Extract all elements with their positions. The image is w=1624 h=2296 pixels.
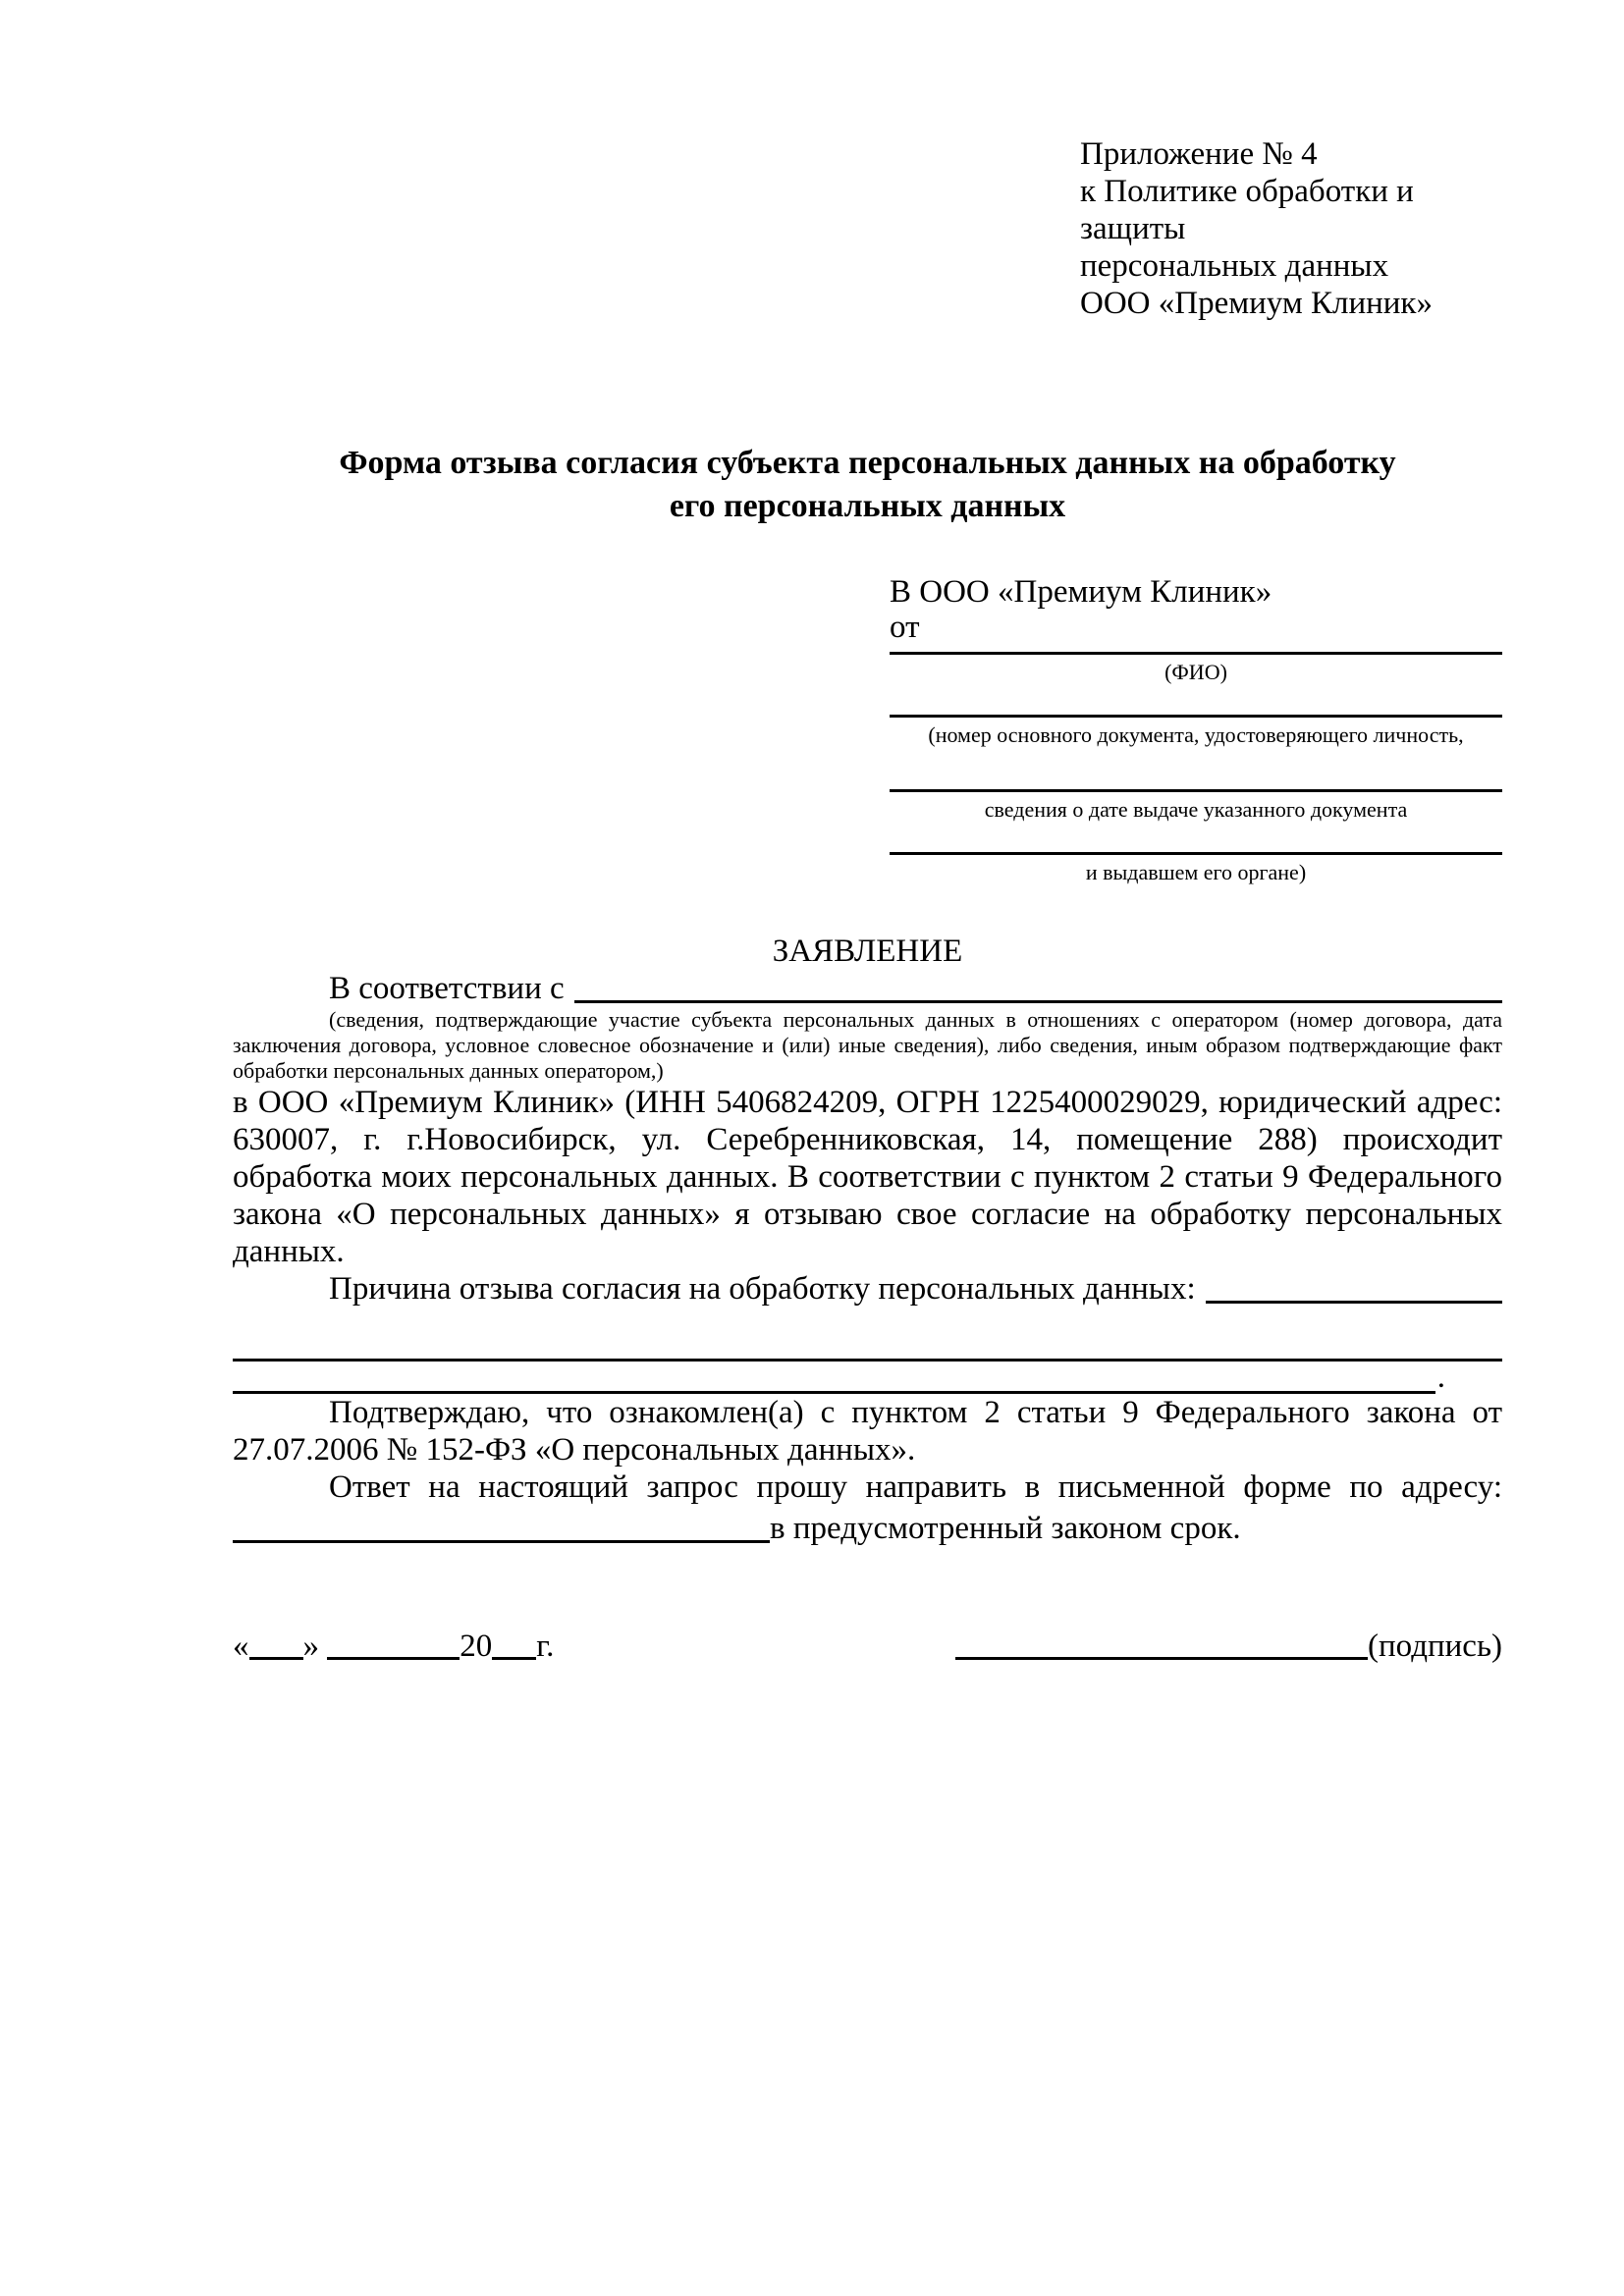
appendix-note-line: персональных данных [1080, 248, 1389, 284]
year-write-blank [492, 1628, 536, 1660]
signature-caption: (подпись) [1368, 1629, 1502, 1664]
issuing-authority-caption: и выдавшем его органе) [1085, 860, 1307, 884]
date-signature-row [233, 1624, 1502, 1666]
document-number-write-line [890, 685, 1502, 718]
sentence-period: . [1436, 1360, 1445, 1395]
addressee-from-label: от [890, 611, 1502, 655]
appendix-note-line: Приложение № 4 [1080, 136, 1318, 172]
signature-line [955, 1624, 1502, 1666]
response-address-line [233, 1510, 1502, 1547]
fio-caption: (ФИО) [1164, 660, 1227, 684]
addressee-to: В ООО «Премиум Клиник» [890, 574, 1272, 610]
month-write-blank [327, 1628, 460, 1660]
open-quote: « [233, 1629, 249, 1664]
intro-write-line [574, 1000, 1502, 1003]
response-paragraph: Ответ на настоящий запрос прошу направить в письменной форме по адресу: [329, 1469, 1502, 1505]
issue-date-caption: сведения о дате выдаче указанного документа [984, 797, 1408, 822]
intro-prefix: В соответствии с [329, 971, 565, 1006]
issuing-authority-write-line [890, 823, 1502, 855]
year-suffix: г. [536, 1629, 555, 1664]
statement-heading: ЗАЯВЛЕНИЕ [772, 934, 963, 969]
signature-write-blank [955, 1628, 1368, 1660]
document-title [233, 442, 1502, 528]
reason-line [233, 1270, 1502, 1308]
reason-write-line-3 [233, 1362, 1445, 1394]
fine-print-note: (сведения, подтверждающие участие субъекта персональных данных в отношениях с оператором (номер договора, дата заключения договора, условное словесное обозначение и (или) иные сведения), либо сведения, иным образом подтверждающие факт обработки персональных данных оператором,) [233, 1007, 1502, 1083]
address-write-line [233, 1540, 770, 1543]
year-prefix: 20 [460, 1629, 493, 1664]
document-title-line2: его персональных данных [669, 488, 1066, 524]
document-title-line1: Форма отзыва согласия субъекта персональных данных на обработку [339, 445, 1396, 481]
appendix-note [1080, 0, 1502, 322]
document-number-caption: (номер основного документа, удостоверяющего личность, [928, 722, 1464, 747]
issue-date-write-line [890, 748, 1502, 792]
confirm-paragraph: Подтверждаю, что ознакомлен(а) с пунктом 2 статьи 9 Федерального закона от 27.07.2006 № 152-ФЗ «О персональных данных». [233, 1395, 1502, 1468]
appendix-note-line: ООО «Премиум Клиник» [1080, 286, 1433, 321]
reason-write-line-2 [233, 1308, 1502, 1362]
reason-write-line [1206, 1301, 1502, 1304]
intro-line [233, 970, 1502, 1007]
addressee-block [890, 573, 1502, 885]
date-line [233, 1624, 554, 1666]
response-suffix: в предусмотренный законом срок. [770, 1511, 1241, 1546]
day-write-blank [249, 1628, 303, 1660]
appendix-note-line: к Политике обработки и защиты [1080, 174, 1414, 246]
main-paragraph: в ООО «Премиум Клиник» (ИНН 5406824209, ОГРН 1225400029029, юридический адрес: 630007, г. г.Новосибирск, ул. Серебренниковская, 14, помещение 288) происходит обработка моих персональных данных. В соответствии с пунктом 2 статьи 9 Федерального закона «О персональных данных» я отзываю свое согласие на обработку персональных данных. [233, 1085, 1502, 1269]
close-quote: » [302, 1629, 319, 1664]
reason-label: Причина отзыва согласия на обработку персональных данных: [329, 1271, 1196, 1307]
